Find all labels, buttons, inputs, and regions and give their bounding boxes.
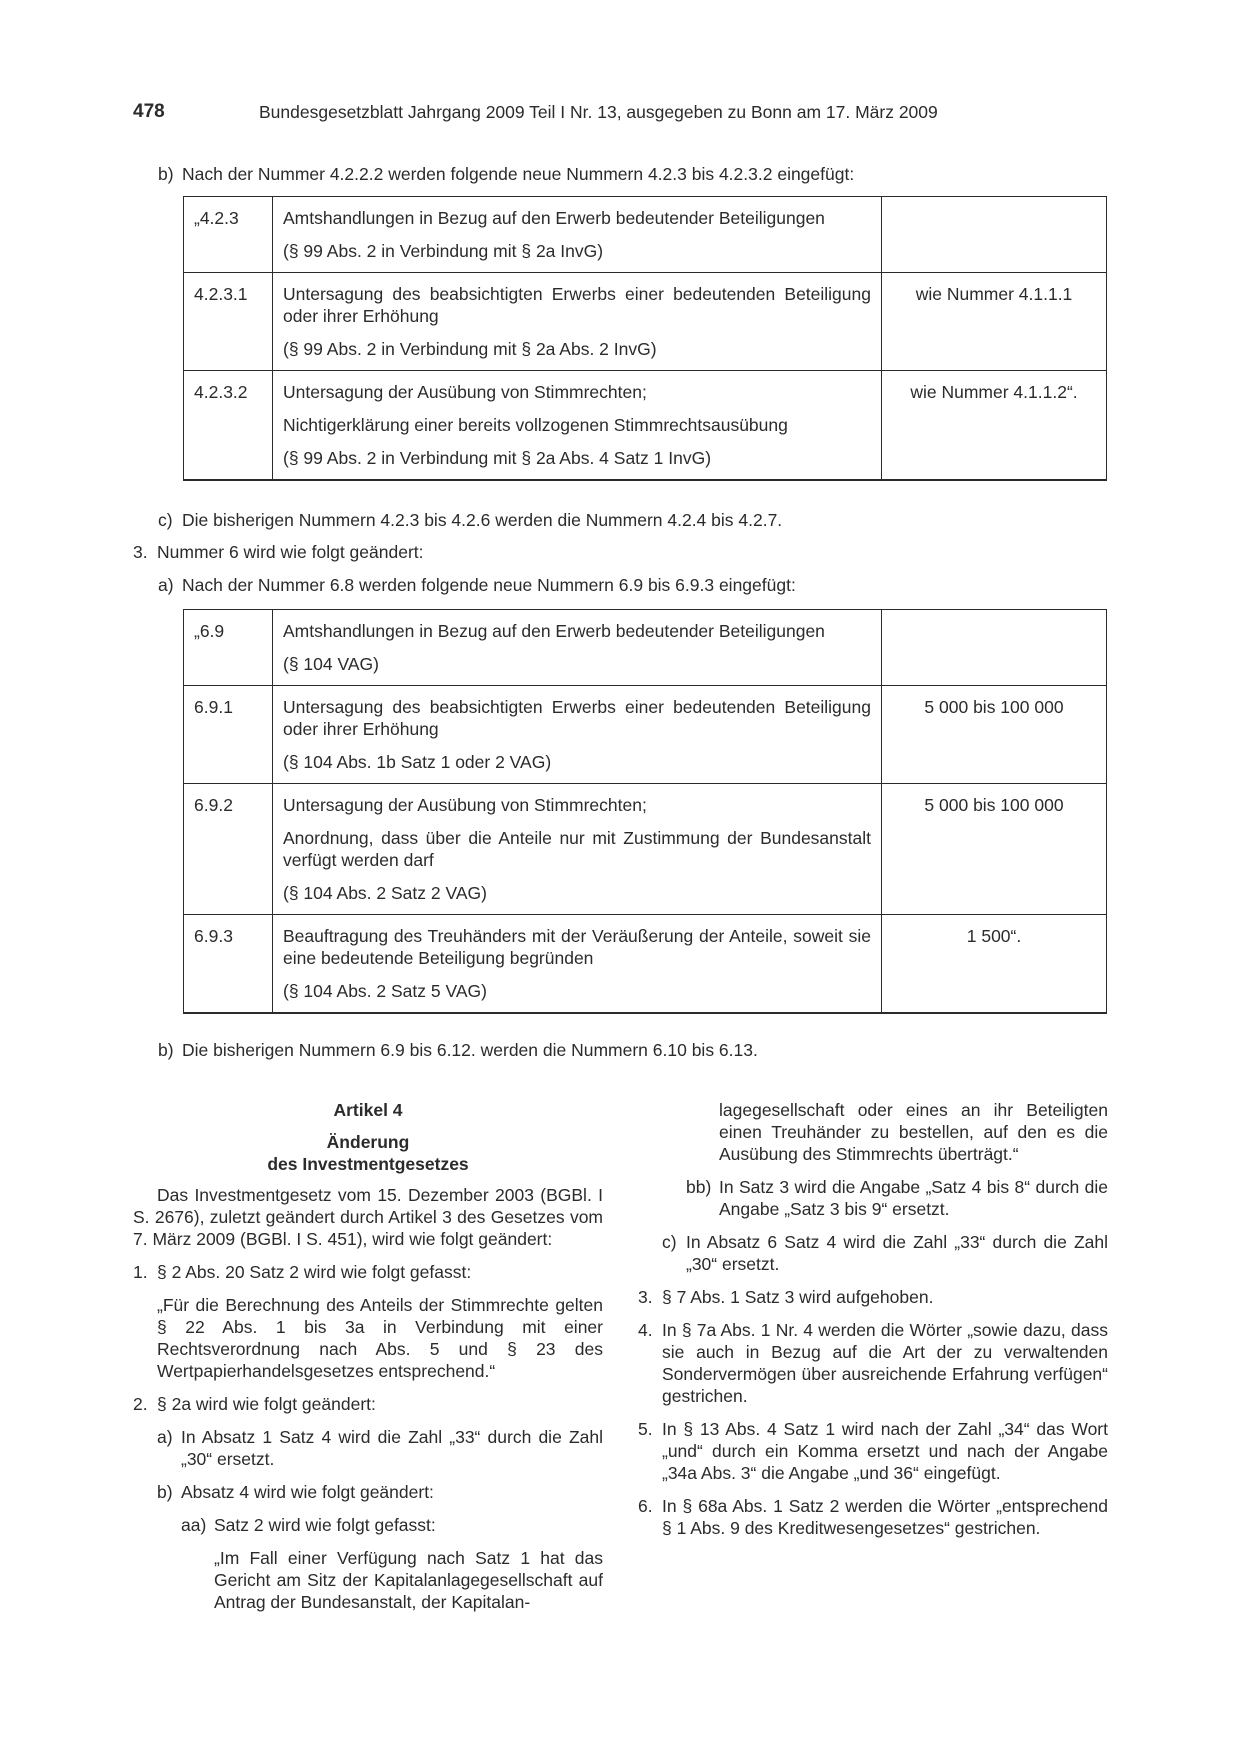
page-number: 478: [133, 101, 165, 122]
item-text: § 2a wird wie folgt geändert:: [157, 1394, 376, 1414]
table-cell-description: [273, 686, 882, 784]
table-cell-description: [273, 273, 882, 371]
gazette-title: Bundesgesetzblatt Jahrgang 2009 Teil I Nr. 13, ausgegeben zu Bonn am 17. März 2009: [259, 102, 938, 122]
description-line: Amtshandlungen in Bezug auf den Erwerb bedeutender Beteiligungen: [283, 621, 825, 641]
description-line: Beauftragung des Treuhänders mit der Veräußerung der Anteile, soweit sie eine bedeutende Beteiligung begründen: [283, 926, 871, 968]
table-cell-fee: wie Nummer 4.1.1.1: [882, 273, 1107, 371]
table-cell-description: [273, 915, 882, 1014]
list-item-2: [133, 1393, 603, 1415]
description-line: Anordnung, dass über die Anteile nur mit Zustimmung der Bundesanstalt verfügt werden darf: [283, 828, 871, 870]
list-item-4: [638, 1319, 1108, 1407]
item-label: 3.: [638, 1287, 653, 1307]
article-subtitle: Änderung: [326, 1132, 410, 1152]
list-item-2a: [133, 1426, 603, 1470]
item-text: § 7 Abs. 1 Satz 3 wird aufgehoben.: [662, 1287, 934, 1307]
item-label: bb): [686, 1177, 712, 1197]
paragraph-label: a): [158, 575, 174, 595]
description-line: (§ 104 Abs. 2 Satz 2 VAG): [283, 883, 487, 903]
table-cell-fee: [882, 197, 1107, 273]
item-text: § 2 Abs. 20 Satz 2 wird wie folgt gefasst:: [157, 1262, 472, 1282]
table-row: [184, 610, 1107, 686]
description-line: (§ 104 VAG): [283, 654, 379, 674]
table-cell-fee: [882, 610, 1107, 686]
description-line: Untersagung der Ausübung von Stimmrechten;: [283, 795, 647, 815]
table-row: [184, 371, 1107, 481]
table-cell-number: 6.9.2: [184, 784, 273, 915]
item-text: In Absatz 6 Satz 4 wird die Zahl „33“ durch die Zahl „30“ ersetzt.: [686, 1232, 1108, 1274]
description-line: Nichtigerklärung einer bereits vollzogenen Stimmrechtsausübung: [283, 415, 788, 435]
list-item-6: [638, 1495, 1108, 1539]
table-cell-number: 4.2.3.1: [184, 273, 273, 371]
fee-table-1: [183, 196, 1107, 481]
list-item-2c: [638, 1231, 1108, 1275]
table-row: [184, 784, 1107, 915]
table-cell-description: [273, 371, 882, 481]
list-item-2b: [133, 1481, 603, 1503]
list-item-5: [638, 1418, 1108, 1484]
article-4-right-column: [638, 1099, 1108, 1539]
page-header: [133, 101, 1113, 131]
item-label: 4.: [638, 1320, 653, 1340]
table-cell-fee: wie Nummer 4.1.1.2“.: [882, 371, 1107, 481]
table-cell-description: [273, 784, 882, 915]
description-line: Amtshandlungen in Bezug auf den Erwerb bedeutender Beteiligungen: [283, 208, 825, 228]
article-4-left-column: [133, 1099, 603, 1613]
list-item-2b-aa: [133, 1514, 603, 1536]
article-subtitle: des Investmentgesetzes: [267, 1154, 469, 1174]
item-label: aa): [181, 1515, 207, 1535]
description-line: (§ 99 Abs. 2 in Verbindung mit § 2a InvG): [283, 241, 604, 261]
paragraph-label: b): [158, 164, 174, 184]
list-item-2b-bb: [638, 1176, 1108, 1220]
description-line: (§ 104 Abs. 1b Satz 1 oder 2 VAG): [283, 752, 552, 772]
article-heading: Artikel 4: [333, 1100, 403, 1120]
item-text: In § 7a Abs. 1 Nr. 4 werden die Wörter „sowie dazu, dass sie auch in Bezug auf die Art der zu verwaltenden Sondervermögen über ausreichende Erfahrung verfügen“ gestrichen.: [662, 1320, 1108, 1406]
list-item-3: [638, 1286, 1108, 1308]
paragraph-text: Nach der Nummer 4.2.2.2 werden folgende neue Nummern 4.2.3 bis 4.2.3.2 eingefügt:: [182, 164, 855, 184]
item-label: 5.: [638, 1419, 653, 1439]
item-text: In Absatz 1 Satz 4 wird die Zahl „33“ durch die Zahl „30“ ersetzt.: [181, 1427, 603, 1469]
table-cell-description: [273, 197, 882, 273]
fee-table-2: [183, 609, 1107, 1014]
description-line: (§ 104 Abs. 2 Satz 5 VAG): [283, 981, 487, 1001]
table-cell-number: „6.9: [184, 610, 273, 686]
item-label: 6.: [638, 1496, 653, 1516]
table-cell-fee: 1 500“.: [882, 915, 1107, 1014]
paragraph-text: Die bisherigen Nummern 6.9 bis 6.12. werden die Nummern 6.10 bis 6.13.: [182, 1040, 758, 1060]
table-cell-number: „4.2.3: [184, 197, 273, 273]
table-row: [184, 915, 1107, 1014]
table-cell-fee: 5 000 bis 100 000: [882, 784, 1107, 915]
table-cell-description: [273, 610, 882, 686]
description-line: (§ 99 Abs. 2 in Verbindung mit § 2a Abs. 4 Satz 1 InvG): [283, 448, 712, 468]
item-text: In § 68a Abs. 1 Satz 2 werden die Wörter „entsprechend § 1 Abs. 9 des Kreditwesengesetzes“ gestrichen.: [662, 1496, 1108, 1538]
table-row: [184, 273, 1107, 371]
article-intro: Das Investmentgesetz vom 15. Dezember 2003 (BGBl. I S. 2676), zuletzt geändert durch Artikel 3 des Gesetzes vom 7. März 2009 (BGBl. I S. 451), wird wie folgt geändert:: [133, 1185, 603, 1249]
item-text: Absatz 4 wird wie folgt geändert:: [181, 1482, 434, 1502]
description-line: Untersagung des beabsichtigten Erwerbs einer bedeutenden Beteiligung oder ihrer Erhöhung: [283, 284, 871, 326]
item-text: Satz 2 wird wie folgt gefasst:: [214, 1515, 436, 1535]
item-label: b): [157, 1482, 173, 1502]
table-cell-number: 6.9.1: [184, 686, 273, 784]
quote-text: „Im Fall einer Verfügung nach Satz 1 hat das Gericht am Sitz der Kapitalanlagegesellschaft auf Antrag der Bundesanstalt, der Kapitalan-: [214, 1548, 603, 1612]
item-label: c): [662, 1232, 677, 1252]
item-label: 1.: [133, 1262, 148, 1282]
quote-text: „Für die Berechnung des Anteils der Stimmrechte gelten § 22 Abs. 1 bis 3a in Verbindung mit einer Rechtsverordnung nach Abs. 5 und § 23 des Wertpapierhandelsgesetzes entsprechend.“: [157, 1295, 603, 1381]
item-label: 2.: [133, 1394, 148, 1414]
description-line: Untersagung der Ausübung von Stimmrechten;: [283, 382, 647, 402]
quote-text: lagegesellschaft oder eines an ihr Beteiligten einen Treuhänder zu bestellen, auf den es die Ausübung des Stimmrechts überträgt.“: [719, 1100, 1108, 1164]
table-row: [184, 197, 1107, 273]
description-line: (§ 99 Abs. 2 in Verbindung mit § 2a Abs. 2 InvG): [283, 339, 657, 359]
paragraph-text: Nach der Nummer 6.8 werden folgende neue Nummern 6.9 bis 6.9.3 eingefügt:: [182, 575, 796, 595]
paragraph-text: Nummer 6 wird wie folgt geändert:: [157, 542, 424, 562]
table-cell-fee: 5 000 bis 100 000: [882, 686, 1107, 784]
paragraph-label: b): [158, 1040, 174, 1060]
list-item-1: [133, 1261, 603, 1283]
paragraph-label: 3.: [133, 542, 148, 562]
item-label: a): [157, 1427, 173, 1447]
table-cell-number: 6.9.3: [184, 915, 273, 1014]
paragraph-text: Die bisherigen Nummern 4.2.3 bis 4.2.6 werden die Nummern 4.2.4 bis 4.2.7.: [182, 510, 783, 530]
item-text: In Satz 3 wird die Angabe „Satz 4 bis 8“ durch die Angabe „Satz 3 bis 9“ ersetzt.: [719, 1177, 1108, 1219]
paragraph-label: c): [158, 510, 173, 530]
table-cell-number: 4.2.3.2: [184, 371, 273, 481]
item-text: In § 13 Abs. 4 Satz 1 wird nach der Zahl „34“ das Wort „und“ durch ein Komma ersetzt und nach der Angabe „34a Abs. 3“ die Angabe „und 36“ eingefügt.: [662, 1419, 1108, 1483]
description-line: Untersagung des beabsichtigten Erwerbs einer bedeutenden Beteiligung oder ihrer Erhöhung: [283, 697, 871, 739]
table-row: [184, 686, 1107, 784]
